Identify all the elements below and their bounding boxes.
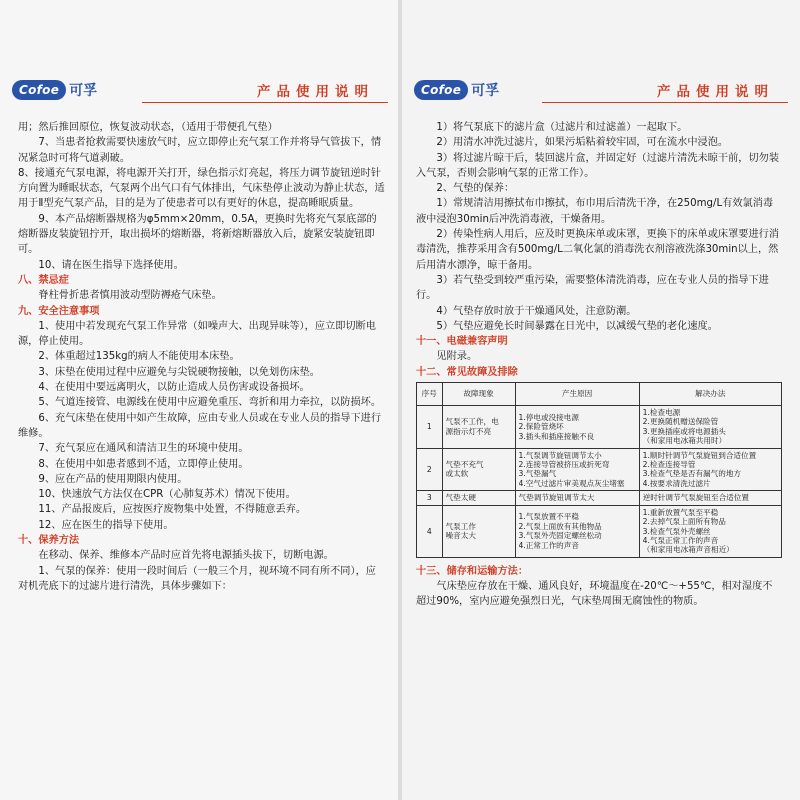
cause-cell (515, 448, 639, 491)
section-heading: 九、安全注意事项 (18, 305, 100, 317)
cell-line: （和家用电冰箱共用时） (642, 436, 727, 446)
cell-line: 4.按要求清洗过滤片 (642, 478, 711, 488)
cell-line: 源指示灯不亮 (445, 426, 492, 436)
cause-cell (515, 491, 639, 505)
cell-line: 4.气泵正常工作的声音 (642, 535, 719, 545)
page-header (414, 78, 788, 104)
symptom-cell (442, 406, 515, 449)
paragraph: 5）气垫应避免长时间暴露在日光中，以减缓气垫的老化速度。 (436, 320, 718, 332)
paragraph: 在移动、保养、维修本产品时应首先将电源插头拔下，切断电源。 (38, 550, 334, 562)
right-page (402, 0, 800, 800)
section-heading: 八、禁忌症 (18, 274, 69, 286)
brand-logo (12, 80, 97, 100)
header-symptom: 故障现象 (442, 383, 515, 406)
page-header (12, 78, 388, 104)
paragraph: 8、在使用中如患者感到不适，立即停止使用。 (38, 458, 249, 470)
cell-line: 3.更换插座或将电源插头 (642, 426, 726, 436)
cell-line: 逆时针调节气泵旋钮至合适位置 (642, 493, 749, 503)
brand-logo (414, 80, 499, 100)
paragraph: 气床垫应存放在干燥、通风良好，环境温度在-20℃～+55℃，相对湿度不超过90%，室内应避免强烈日光，气床垫周围无腐蚀性的物质。 (416, 581, 773, 608)
table-row (417, 406, 782, 449)
row-number: 1 (417, 406, 443, 449)
cell-line: 2.气泵上面放有其他物品 (518, 521, 602, 531)
row-number: 3 (417, 491, 443, 505)
cell-line: 1.气泵调节旋钮调节太小 (518, 450, 602, 460)
cell-line: 2.保险管烧坏 (518, 422, 564, 432)
paragraph: 7、当患者抢救需要快速放气时，应立即停止充气泵工作并将导气管拔下，情况紧急时可将气道剥破。 (18, 137, 382, 164)
cell-line: 3.检查气泵外壳螺丝 (642, 526, 711, 536)
paragraph: 1、使用中若发现充气泵工作异常（如噪声大、出现异味等），应立即切断电源，停止使用。 (18, 320, 376, 348)
symptom-cell (442, 491, 515, 505)
section-heading: 十一、电磁兼容声明 (416, 336, 508, 348)
paragraph: 1）常规清洁用擦拭布巾擦拭，布巾用后清洗干净，在250mg/L有效氯消毒液中浸泡30min后冲洗消毒液，干燥备用。 (416, 198, 774, 225)
logo-badge: Cofoe (414, 80, 468, 100)
paragraph: 9、应在产品的使用期限内使用。 (38, 473, 188, 485)
paragraph: 脊柱骨折患者慎用波动型防褥疮气床垫。 (38, 290, 222, 302)
fix-cell (639, 505, 781, 557)
paragraph: 1）将气泵底下的滤片盒（过滤片和过滤盖）一起取下。 (436, 122, 688, 133)
fix-cell (639, 491, 781, 505)
paragraph: 1、气泵的保养：使用一段时间后（一般三个月，视环境不同有所不同），应对机壳底下的过滤片进行清洗，具体步骤如下： (18, 565, 376, 592)
section-heading: 十三、储存和运输方法： (416, 565, 529, 577)
cell-line: 2.去掉气泵上面所有物品 (642, 517, 726, 527)
cell-line: 或太软 (445, 469, 469, 479)
storage-section (416, 564, 782, 610)
fault-table-header (417, 383, 782, 406)
table-row (417, 491, 782, 505)
paragraph: 6、充气床垫在使用中如产生故障，应由专业人员或在专业人员的指导下进行维修。 (18, 412, 382, 439)
paragraph: 10、快速放气方法仅在CPR（心肺复苏术）情况下使用。 (38, 489, 296, 501)
header-rule (142, 102, 388, 103)
paragraph: 用；然后推回原位，恢复波动状态，（适用于带便孔气垫） (18, 122, 278, 133)
fix-cell (639, 448, 781, 491)
symptom-cell (442, 448, 515, 491)
cell-line: 3.气泵外壳固定螺丝松动 (518, 531, 602, 541)
cell-line: 1.重新放置气泵至平稳 (642, 507, 719, 517)
paragraph: 8、接通充气泵电源，将电源开关打开，绿色指示灯亮起，将压力调节旋钮逆时针方向置为睡眠状态，气泵两个出气口有气体排出，气床垫停止波动为静止状态，适用于Ⅱ型充气泵产品，目的是为了使患者可以有更好的休息，提高睡眠质量。 (18, 167, 385, 210)
section-heading: 十、保养方法 (18, 535, 80, 547)
paragraph: 2）传染性病人用后，应及时更换床单或床罩，更换下的床单或床罩要进行消毒清洗，推荐采用含有500mg/L二氧化氯的消毒洗衣剂溶液洗涤30min以上，然后用清水漂净，晾干备用。 (416, 229, 780, 271)
paragraph: 3）若气垫受到较严重污染，需要整体清洗消毒，应在专业人员的指导下进行。 (416, 274, 769, 302)
paragraph: 9、本产品熔断器规格为φ5mm×20mm，0.5A，更换时先将充气泵底部的熔断器皮装旋钮拧开，取出损坏的熔断器，将新熔断器放入后，旋紧安装旋钮即可。 (18, 213, 377, 256)
right-text-body (416, 120, 782, 610)
cell-line: 2.连接导管被挤压或折死弯 (518, 460, 610, 470)
paragraph: 2）用清水冲洗过滤片，如果污垢粘着较牢固，可在流水中浸泡。 (436, 137, 729, 149)
symptom-cell (442, 505, 515, 557)
table-row (417, 448, 782, 491)
fix-cell (639, 406, 781, 449)
paragraph: 2、体重超过135kg的病人不能使用本床垫。 (38, 351, 240, 363)
paragraph: 4、在使用中要远离明火，以防止造成人员伤害或设备损坏。 (38, 382, 310, 394)
cause-cell (515, 505, 639, 557)
section-heading: 十二、常见故障及排除 (416, 366, 518, 378)
cell-line: 噪音太大 (445, 531, 476, 541)
header-fix: 解决办法 (639, 383, 781, 406)
cell-line: 气泵不工作，电 (445, 417, 499, 427)
paragraph: 10、请在医生指导下选择使用。 (38, 259, 184, 271)
cell-line: 3.插头和插座接触不良 (518, 431, 595, 441)
header-rule (542, 102, 788, 103)
paragraph: 见附录。 (436, 351, 478, 363)
fault-table-body (417, 406, 782, 558)
paragraph: 4）气垫存放时放于干燥通风处，注意防潮。 (436, 305, 637, 317)
logo-chinese: 可孚 (471, 83, 500, 99)
logo-badge: Cofoe (12, 80, 66, 100)
right-paragraphs (416, 120, 782, 380)
cell-line: 气垫不充气 (445, 460, 484, 470)
cell-line: 1.顺时针调节气泵旋钮到合适位置 (642, 450, 757, 460)
logo-chinese: 可孚 (69, 83, 98, 99)
document-title: 产品使用说明 (257, 84, 374, 100)
cell-line: 4.空气过滤片审美观点灰尘堵塞 (518, 478, 625, 488)
paragraph: 3）将过滤片晾干后，装回滤片盒，并固定好（过滤片清洗未晾干前，切勿装入气泵，否则会影响气泵的正常工作）。 (416, 152, 780, 179)
document-title: 产品使用说明 (657, 84, 774, 100)
paragraph: 11、产品报废后，应按医疗废物集中处置，不得随意丢弃。 (38, 504, 307, 516)
header-cause: 产生原因 (515, 383, 639, 406)
cell-line: （和家用电冰箱声音相近） (642, 545, 734, 555)
cell-line: 1.检查电源 (642, 408, 681, 418)
paragraph: 2、气垫的保养： (436, 183, 515, 195)
cell-line: 气垫调节旋钮调节太大 (518, 493, 595, 503)
paragraph: 7、充气泵应在通风和清洁卫生的环境中使用。 (38, 443, 249, 455)
table-row (417, 505, 782, 557)
paragraph: 12、应在医生的指导下使用。 (38, 519, 174, 531)
cell-line: 3.气垫漏气 (518, 469, 557, 479)
row-number: 2 (417, 448, 443, 491)
cell-line: 1.气泵放置不平稳 (518, 512, 579, 522)
left-text-body (18, 120, 386, 594)
paragraph: 3、床垫在使用过程中应避免与尖锐硬物接触，以免划伤床垫。 (38, 366, 320, 378)
cell-line: 3.检查气垫是否有漏气的地方 (642, 469, 742, 479)
cell-line: 气垫太硬 (445, 493, 476, 503)
row-number: 4 (417, 505, 443, 557)
cause-cell (515, 406, 639, 449)
paragraph: 5、气道连接管、电源线在使用中应避免重压、弯折和用力牵拉，以防损坏。 (38, 397, 382, 409)
cell-line: 气泵工作 (445, 521, 476, 531)
cell-line: 2.更换随机赠送保险管 (642, 417, 719, 427)
cell-line: 1.停电或没接电源 (518, 412, 579, 422)
cell-line: 4.正常工作的声音 (518, 540, 579, 550)
cell-line: 2.检查连接导管 (642, 460, 696, 470)
header-no: 序号 (417, 383, 443, 406)
fault-table (416, 382, 782, 558)
